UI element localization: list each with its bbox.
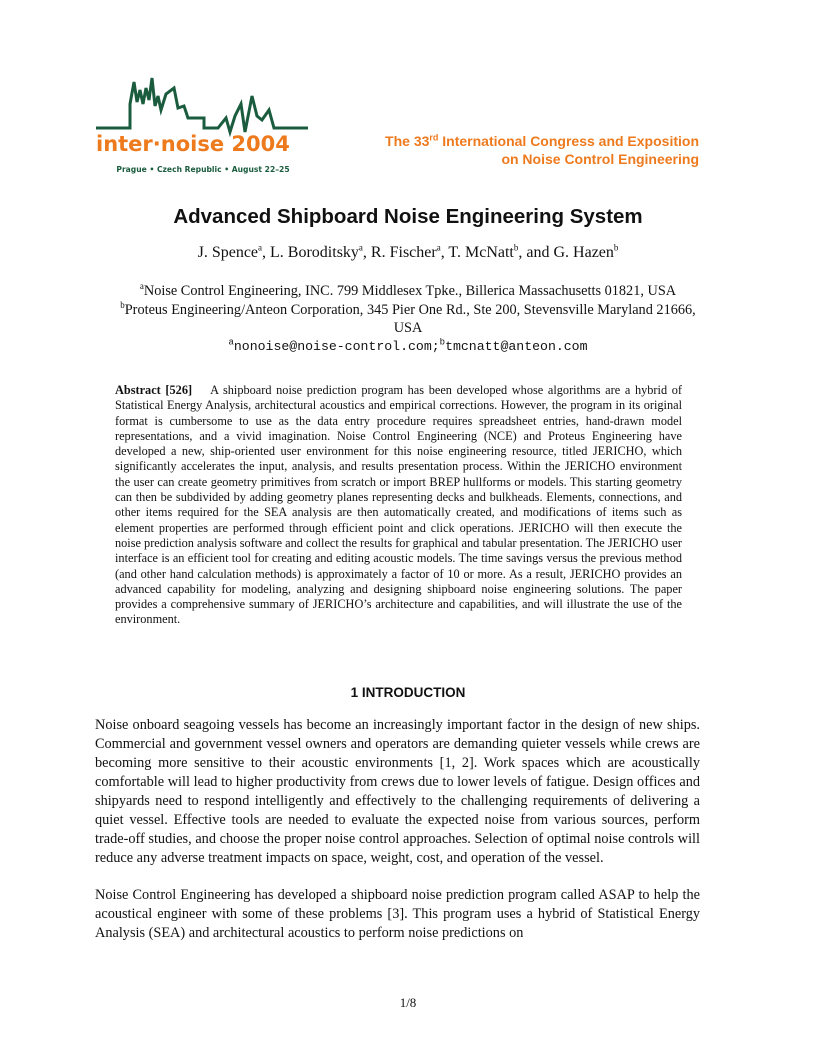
author-list: J. Spence$^a$, L. Boroditsky$^a$, R. Fischer$^a$, T. McNatt$^b$, and G. Hazen$^b$ xyxy=(197,242,619,261)
paper-title: Advanced Shipboard Noise Engineering System xyxy=(173,205,643,228)
conference-logo xyxy=(94,66,310,182)
email-addresses: $^a$nonoise@noise-control.com;$^b$tmcnatt@anteon.com xyxy=(228,337,588,354)
abstract-heading: Abstract [526] xyxy=(115,383,193,397)
body-paragraph: Noise Control Engineering has developed a shipboard noise prediction program called ASAP to help the acoustical engineer with some of these problems [3]. This program uses a hybrid of Statistical Energy Analysis (SEA) and architectural acoustics to perform noise predictions on xyxy=(95,887,700,941)
email-b[interactable]: tmcnatt@anteon.com xyxy=(445,339,588,354)
logo-wordmark: inter·noise 2004 xyxy=(96,132,290,156)
logo-subtitle: Prague • Czech Republic • August 22–25 xyxy=(116,165,290,174)
congress-title: The 33rd International Congress and Exposition on Noise Control Engineering xyxy=(385,132,699,167)
abstract-text: A shipboard noise prediction program has been developed whose algorithms are a hybrid of Statistical Energy Analysis, architectural acoustics and empirical corrections. However, the program in its original format is cumbersome to use as the data entry procedure requires spreadsheet entries, hand-drawn model representations, and a vivid imagination. Noise Control Engineering (NCE) and Proteus Engineering have developed a new, ship-oriented user environment for this noise engineering resource, titled JERICHO, which significantly accelerates the input, analysis, and results presentation process. Within the JERICHO environment the user can create geometry primitives from scratch or import BREP hullforms or models. This starting geometry can then be subdivided by adding geometry planes representing decks and bulkheads. Elements, connections, and other items required for the SEA analysis are then automatically created, and modifications of items such as element properties are performed through efficient point and click operations. JERICHO will then execute the noise prediction analysis software and collect the results for graphical and tabular presentation. The JERICHO user interface is an efficient tool for creating and editing acoustic models. The time savings versus the previous method (and other hand calculation methods) is approximately a factor of 10 or more. As a result, JERICHO provides an advanced capability for modeling, analyzing and designing shipboard noise engineering solutions. The paper provides a comprehensive summary of JERICHO’s architecture and capabilities, and will illustrate the use of the environment. xyxy=(115,383,683,627)
abstract xyxy=(115,383,682,628)
page-number: 1/8 xyxy=(399,995,417,1010)
body-paragraph: Noise onboard seagoing vessels has become an increasingly important factor in the design of new ships. Commercial and government vessel owners and operators are demanding quieter vessels while crews are becoming more sensitive to their acoustic environments [1, 2]. Work spaces which are acoustically comfortable will lead to higher productivity from crews due to lower levels of fatigue. Design offices and shipyards need to respond intelligently and effectively to the challenging requirements of delivering a quiet vessel. Effective tools are needed to evaluate the expected noise from various sources, perform trade-off studies, and choose the proper noise control approaches. Selection of optimal noise controls will reduce any adverse treatment impacts on space, weight, cost, and operation of the vessel. xyxy=(95,717,700,866)
affiliations: $^a$Noise Control Engineering, INC. 799 Middlesex Tpke., Billerica Massachusetts 01821, USA $^b$Proteus Engineering/Anteon Corporation, 345 Pier One Rd., Ste 200, Stevensville Maryland 21666, USA xyxy=(120,281,696,336)
section-heading-introduction: 1 INTRODUCTION xyxy=(350,685,466,700)
email-a[interactable]: nonoise@noise-control.com; xyxy=(233,339,440,354)
